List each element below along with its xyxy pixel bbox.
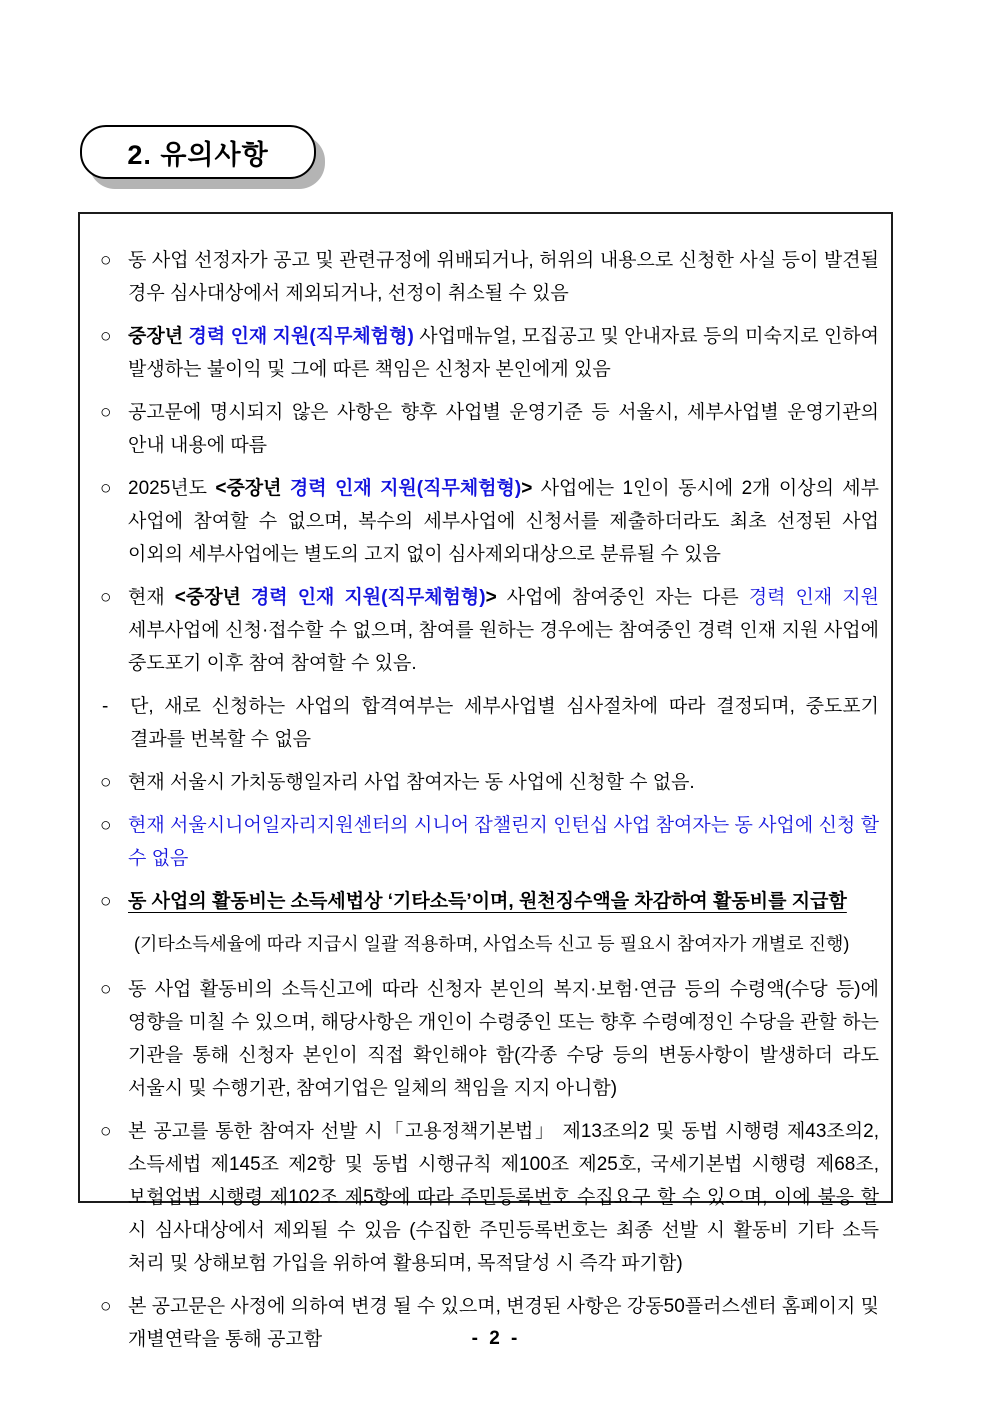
notice-item bbox=[100, 809, 879, 875]
circle-bullet-marker: ○ bbox=[100, 478, 112, 499]
text-segment-bold: 중장년 bbox=[128, 326, 189, 347]
circle-bullet-marker: ○ bbox=[100, 979, 112, 1000]
notice-item bbox=[100, 1115, 879, 1280]
notice-item bbox=[100, 244, 879, 310]
text-segment-bold-underline: 동 사업의 활동비는 소득세법상 ‘기타소득’이며, 원천징수액을 차감하여 활동비를 지급함 bbox=[128, 891, 847, 912]
notice-item-text bbox=[128, 1115, 879, 1280]
notice-item bbox=[100, 766, 879, 799]
text-segment-normal: 사업에는 1인이 동시에 2개 이상의 세부 사업에 참여할 수 없으며, 복수의 세부사업에 신청서를 제출하더라도 최초 선정된 사업 이외의 세부사업에는 별도의 고지 없이 심사제외대상으로 분류될 수 있음 bbox=[128, 478, 880, 565]
circle-bullet-marker: ○ bbox=[100, 250, 112, 271]
dash-marker: - bbox=[102, 696, 109, 717]
notice-item-text bbox=[128, 885, 879, 918]
notice-item-text bbox=[128, 472, 879, 571]
text-segment-bold-blue: 경력 인재 지원(직무체험형) bbox=[250, 587, 486, 608]
notice-item bbox=[100, 472, 879, 571]
notice-item bbox=[100, 581, 879, 680]
text-segment-normal: 공고문에 명시되지 않은 사항은 향후 사업별 운영기준 등 서울시, 세부사업별 운영기관의 안내 내용에 따름 bbox=[128, 402, 879, 456]
text-segment-bold: <중장년 bbox=[215, 478, 290, 499]
text-segment-normal: 사업매뉴얼, 모집공고 및 안내자료 등의 미숙지로 인하여 발생하는 불이익 및 그에 따른 책임은 신청자 본인에게 있음 bbox=[128, 326, 880, 380]
notice-item-text bbox=[128, 809, 879, 875]
text-segment-normal: 현재 bbox=[128, 587, 175, 608]
circle-bullet-marker: ○ bbox=[100, 891, 112, 912]
page-number: - 2 - bbox=[471, 1328, 521, 1349]
section-title: 2. 유의사항 bbox=[127, 139, 269, 170]
text-segment-bold: > bbox=[485, 587, 497, 608]
text-segment-normal: 단, 새로 신청하는 사업의 합격여부는 세부사업별 심사절차에 따라 결정되며, 중도포기 결과를 번복할 수 없음 bbox=[130, 696, 879, 750]
text-segment-blue: 현재 서울시니어일자리지원센터의 시니어 잡챌린지 인턴십 사업 참여자는 동 사업에 신청 할 수 없음 bbox=[128, 815, 879, 869]
notice-item-text bbox=[128, 766, 879, 799]
notice-item-text bbox=[128, 244, 879, 310]
section-title-badge bbox=[80, 125, 316, 179]
notice-item-text bbox=[128, 320, 879, 386]
text-segment-blue: 경력 인재 지원 bbox=[748, 587, 879, 608]
text-segment-bold: <중장년 bbox=[174, 587, 251, 608]
circle-bullet-marker: ○ bbox=[100, 1296, 112, 1317]
text-segment-normal: 본 공고문은 사정에 의하여 변경 될 수 있으며, 변경된 사항은 강동50플러스센터 홈페이지 및 개별연락을 통해 공고함 bbox=[128, 1296, 879, 1350]
notice-item-text bbox=[134, 928, 879, 961]
text-segment-normal: 본 공고를 통한 참여자 선발 시「고용정책기본법」 제13조의2 및 동법 시행령 제43조의2, 소득세법 제145조 제2항 및 동법 시행규칙 제100조 제25호, 국세기본법 시행령 제68조, 보험업법 시행령 제102조 제5항에 따라 주민등록번호 수집요구 할 수 있으며, 이에 불응 할 시 심사대상에서 제외될 수 있음 (수집한 주민등록번호는 최종 선발 시 활동비 기타 소득 처리 및 상해보험 가입을 위하여 활용되며, 목적달성 시 즉각 파기함) bbox=[128, 1121, 879, 1274]
text-segment-normal: (기타소득세율에 따라 지급시 일괄 적용하며, 사업소득 신고 등 필요시 참여자가 개별로 진행) bbox=[134, 934, 850, 954]
text-segment-bold-blue: 경력 인재 지원(직무체험형) bbox=[289, 478, 522, 499]
circle-bullet-marker: ○ bbox=[100, 326, 112, 347]
notice-item bbox=[100, 320, 879, 386]
text-segment-normal: 사업에 참여중인 자는 다른 bbox=[496, 587, 749, 608]
notice-item bbox=[100, 690, 879, 756]
text-segment-bold-blue: 경력 인재 지원(직무체험형) bbox=[188, 326, 414, 347]
notice-item bbox=[100, 396, 879, 462]
notice-item-text bbox=[130, 690, 879, 756]
circle-bullet-marker: ○ bbox=[100, 772, 112, 793]
notice-item bbox=[100, 973, 879, 1105]
text-segment-normal: 동 사업 활동비의 소득신고에 따라 신청자 본인의 복지·보험·연금 등의 수령액(수당 등)에 영향을 미칠 수 있으며, 해당사항은 개인이 수령중인 또는 향후 수령예정인 수당을 관할 하는 기관을 통해 신청자 본인이 직접 확인해야 함(각종 수당 등의 변동사항이 발생하더 라도 서울시 및 수행기관, 참여기업은 일체의 책임을 지지 아니함) bbox=[128, 979, 879, 1099]
notice-item bbox=[134, 928, 879, 961]
circle-bullet-marker: ○ bbox=[100, 1121, 112, 1142]
notice-item-text bbox=[128, 973, 879, 1105]
circle-bullet-marker: ○ bbox=[100, 815, 112, 836]
notice-box bbox=[78, 212, 893, 1350]
notice-item-text bbox=[128, 581, 879, 680]
text-segment-normal: 현재 서울시 가치동행일자리 사업 참여자는 동 사업에 신청할 수 없음. bbox=[128, 772, 695, 793]
circle-bullet-marker: ○ bbox=[100, 587, 112, 608]
text-segment-normal: 2025년도 bbox=[128, 478, 216, 499]
text-segment-normal: 세부사업에 신청·접수할 수 없으며, 참여를 원하는 경우에는 참여중인 경력 인재 지원 사업에 중도포기 이후 참여 참여할 수 있음. bbox=[128, 620, 879, 674]
circle-bullet-marker: ○ bbox=[100, 402, 112, 423]
notice-item-text bbox=[128, 396, 879, 462]
text-segment-normal: 동 사업 선정자가 공고 및 관련규정에 위배되거나, 허위의 내용으로 신청한 사실 등이 발견될 경우 심사대상에서 제외되거나, 선정이 취소될 수 있음 bbox=[128, 250, 879, 304]
notice-item bbox=[100, 885, 879, 918]
text-segment-bold: > bbox=[521, 478, 533, 499]
